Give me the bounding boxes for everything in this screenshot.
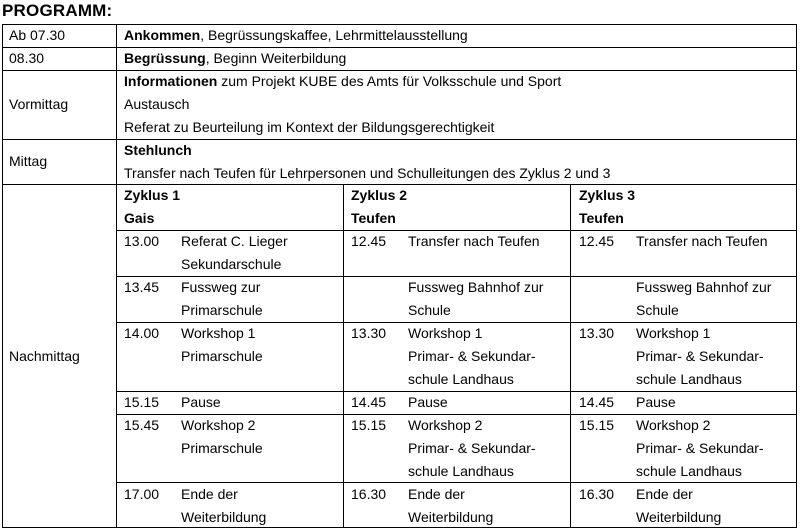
event-time: 15.15 bbox=[351, 417, 387, 433]
grid-line bbox=[2, 24, 3, 528]
page-title: PROGRAMM: bbox=[2, 1, 113, 20]
event-text: Primar- & Sekundar- bbox=[636, 440, 764, 456]
zyklus-3-place: Teufen bbox=[579, 210, 624, 226]
row-content bbox=[124, 24, 468, 47]
event-text: schule Landhaus bbox=[636, 463, 742, 479]
event-text: Workshop 1 bbox=[181, 325, 256, 341]
grid-line bbox=[2, 47, 797, 48]
event-text: Primarschule bbox=[181, 348, 263, 364]
event-text: Ende der bbox=[636, 486, 693, 502]
event-text: Weiterbildung bbox=[181, 509, 267, 525]
event-text: Primarschule bbox=[181, 440, 263, 456]
event-text: Schule bbox=[636, 302, 679, 318]
event-text: Fussweg Bahnhof zur bbox=[408, 279, 544, 295]
event-time: 15.15 bbox=[579, 417, 615, 433]
grid-line bbox=[796, 24, 797, 528]
event-time: 14.45 bbox=[351, 394, 387, 410]
vormittag-line-3: Referat zu Beurteilung im Kontext der Bildungsgerechtigkeit bbox=[124, 119, 495, 135]
mittag-line-2: Transfer nach Teufen für Lehrpersonen und Schulleitungen des Zyklus 2 und 3 bbox=[124, 165, 611, 181]
event-text: Workshop 2 bbox=[181, 417, 256, 433]
row-time: 08.30 bbox=[9, 50, 45, 66]
row-content-rest: , Beginn Weiterbildung bbox=[205, 50, 347, 66]
section-label-mittag: Mittag bbox=[9, 153, 48, 169]
event-text: Fussweg zur bbox=[181, 279, 261, 295]
vormittag-line-1 bbox=[124, 70, 561, 93]
event-time: 17.00 bbox=[124, 486, 160, 502]
event-text: Transfer nach Teufen bbox=[408, 233, 540, 249]
section-label-nachmittag: Nachmittag bbox=[9, 348, 80, 364]
event-time: 16.30 bbox=[579, 486, 615, 502]
row-time: Ab 07.30 bbox=[9, 27, 66, 43]
zyklus-1-head: Zyklus 1 bbox=[124, 187, 181, 203]
event-time: 15.15 bbox=[124, 394, 160, 410]
event-time: 12.45 bbox=[579, 233, 615, 249]
event-text: Primar- & Sekundar- bbox=[636, 348, 764, 364]
grid-line bbox=[570, 184, 571, 528]
event-text: Pause bbox=[408, 394, 448, 410]
section-label-vormittag: Vormittag bbox=[9, 96, 69, 112]
grid-line bbox=[343, 184, 344, 528]
event-text: schule Landhaus bbox=[408, 371, 514, 387]
row-content bbox=[124, 47, 346, 70]
event-time: 16.30 bbox=[351, 486, 387, 502]
event-time: 13.45 bbox=[124, 279, 160, 295]
event-text: schule Landhaus bbox=[636, 371, 742, 387]
row-content-bold: Ankommen bbox=[124, 27, 201, 43]
event-text: Pause bbox=[636, 394, 676, 410]
vormittag-line-1-rest: zum Projekt KUBE des Amts für Volksschule und Sport bbox=[217, 73, 562, 89]
event-text: Primar- & Sekundar- bbox=[408, 348, 536, 364]
grid-line bbox=[2, 139, 797, 140]
zyklus-3-head: Zyklus 3 bbox=[579, 187, 636, 203]
event-text: Weiterbildung bbox=[636, 509, 722, 525]
grid-line bbox=[116, 24, 117, 528]
vormittag-line-1-bold: Informationen bbox=[124, 73, 218, 89]
vormittag-line-2: Austausch bbox=[124, 96, 190, 112]
zyklus-2-place: Teufen bbox=[351, 210, 396, 226]
zyklus-2-head: Zyklus 2 bbox=[351, 187, 408, 203]
event-text: Pause bbox=[181, 394, 221, 410]
event-time: 12.45 bbox=[351, 233, 387, 249]
event-text: schule Landhaus bbox=[408, 463, 514, 479]
event-time: 13.30 bbox=[351, 325, 387, 341]
event-text: Transfer nach Teufen bbox=[636, 233, 768, 249]
event-text: Ende der bbox=[408, 486, 465, 502]
event-text: Schule bbox=[408, 302, 451, 318]
event-text: Workshop 2 bbox=[636, 417, 711, 433]
zyklus-1-place: Gais bbox=[124, 210, 155, 226]
event-text: Workshop 1 bbox=[636, 325, 711, 341]
event-text: Fussweg Bahnhof zur bbox=[636, 279, 772, 295]
event-text: Ende der bbox=[181, 486, 238, 502]
event-time: 15.45 bbox=[124, 417, 160, 433]
event-time: 13.30 bbox=[579, 325, 615, 341]
mittag-line-1: Stehlunch bbox=[124, 142, 192, 158]
event-time: 13.00 bbox=[124, 233, 160, 249]
event-text: Workshop 1 bbox=[408, 325, 483, 341]
event-time: 14.00 bbox=[124, 325, 160, 341]
event-text: Primarschule bbox=[181, 302, 263, 318]
event-text: Sekundarschule bbox=[181, 256, 282, 272]
event-text: Workshop 2 bbox=[408, 417, 483, 433]
event-text: Primar- & Sekundar- bbox=[408, 440, 536, 456]
event-text: Weiterbildung bbox=[408, 509, 494, 525]
row-content-bold: Begrüssung bbox=[124, 50, 206, 66]
event-time: 14.45 bbox=[579, 394, 615, 410]
row-content-rest: , Begrüssungskaffee, Lehrmittelausstellung bbox=[200, 27, 468, 43]
event-text: Referat C. Lieger bbox=[181, 233, 288, 249]
